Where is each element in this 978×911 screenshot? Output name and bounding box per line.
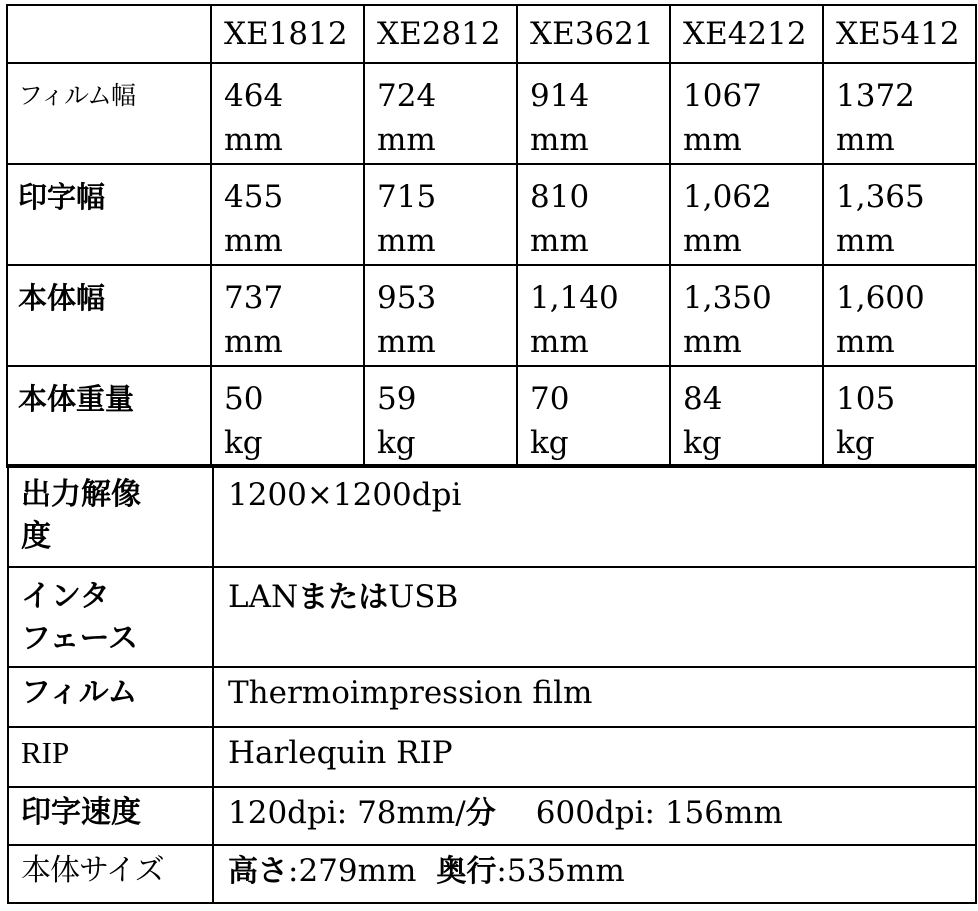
value-cell: 455 mm — [211, 164, 364, 265]
body-width-row — [7, 265, 976, 366]
value-cell: 953 mm — [364, 265, 517, 366]
row-label-cell: フィルム — [8, 667, 213, 727]
value-cell: 105 kg — [823, 366, 976, 467]
print-width-row — [7, 164, 976, 265]
row-label-cell: インタ フェース — [8, 567, 213, 667]
value-cell: 84 kg — [670, 366, 823, 467]
film-row — [8, 667, 976, 727]
header-empty-cell — [7, 5, 211, 63]
value-cell: 724 mm — [364, 63, 517, 164]
value-cell: 1,140 mm — [517, 265, 670, 366]
film-width-row — [7, 63, 976, 164]
model-header-cell: XE3621 — [517, 5, 670, 63]
model-header-row — [7, 5, 976, 63]
value-cell: Thermoimpression film — [213, 667, 976, 727]
body-weight-row — [7, 366, 976, 467]
value-cell: 59 kg — [364, 366, 517, 467]
model-header-cell: XE1812 — [211, 5, 364, 63]
body-size-row — [8, 845, 976, 903]
value-cell: 1372 mm — [823, 63, 976, 164]
value-cell: 1,062 mm — [670, 164, 823, 265]
value-cell: 1,600 mm — [823, 265, 976, 366]
row-label-cell: 出力解像 度 — [8, 465, 213, 567]
row-label-cell: 印字速度 — [8, 787, 213, 845]
model-header-cell: XE4212 — [670, 5, 823, 63]
model-header-cell: XE2812 — [364, 5, 517, 63]
row-label-cell: RIP — [8, 727, 213, 787]
value-cell: 50 kg — [211, 366, 364, 467]
value-cell: 70 kg — [517, 366, 670, 467]
row-label-cell: 印字幅 — [7, 164, 211, 265]
model-header-cell: XE5412 — [823, 5, 976, 63]
value-cell: 737 mm — [211, 265, 364, 366]
value-cell: LANまたはUSB — [213, 567, 976, 667]
value-cell: Harlequin RIP — [213, 727, 976, 787]
row-label-cell: フィルム幅 — [7, 63, 211, 164]
value-cell: 1200×1200dpi — [213, 465, 976, 567]
value-cell: 810 mm — [517, 164, 670, 265]
value-cell: 914 mm — [517, 63, 670, 164]
resolution-row — [8, 465, 976, 567]
value-cell: 高さ:279mm 奥行:535mm — [213, 845, 976, 903]
value-cell: 1,365 mm — [823, 164, 976, 265]
value-cell: 715 mm — [364, 164, 517, 265]
row-label-cell: 本体サイズ — [8, 845, 213, 903]
value-cell: 1,350 mm — [670, 265, 823, 366]
model-spec-table — [6, 4, 977, 468]
print-speed-row — [8, 787, 976, 845]
common-spec-table — [7, 464, 977, 904]
interface-row — [8, 567, 976, 667]
rip-row — [8, 727, 976, 787]
value-cell: 1067 mm — [670, 63, 823, 164]
row-label-cell: 本体幅 — [7, 265, 211, 366]
value-cell: 120dpi: 78mm/分 600dpi: 156mm — [213, 787, 976, 845]
row-label-cell: 本体重量 — [7, 366, 211, 467]
value-cell: 464 mm — [211, 63, 364, 164]
